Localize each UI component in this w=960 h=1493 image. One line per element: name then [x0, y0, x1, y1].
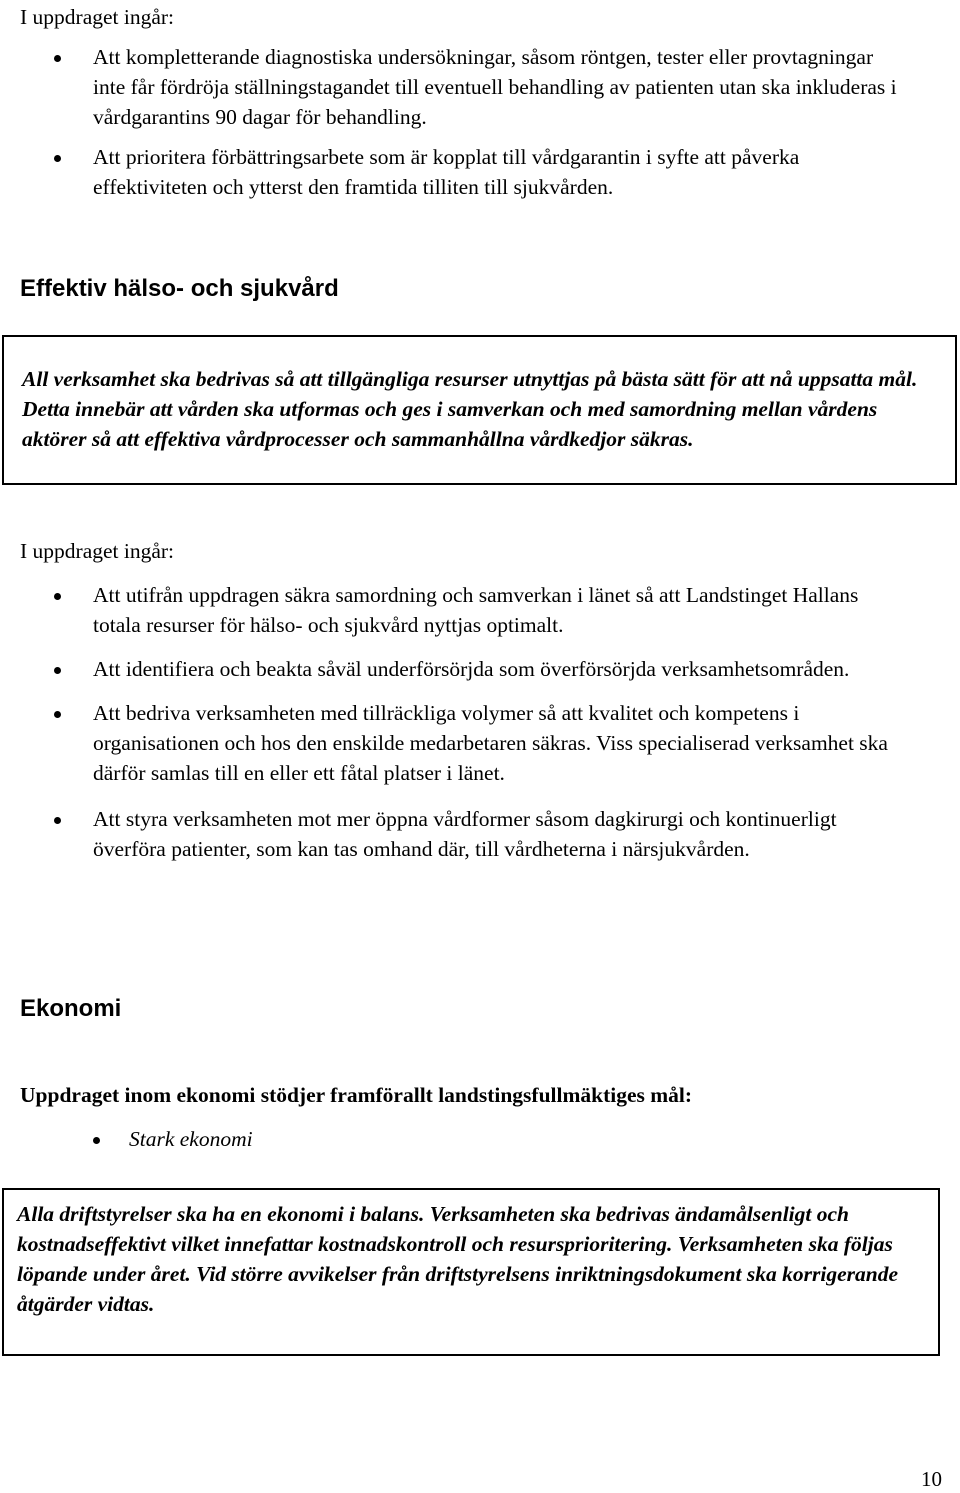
- principle-text: All verksamhet ska bedrivas så att tillgängliga resurser utnyttjas på bästa sätt för att nå uppsatta mål. Detta innebär att vården ska utformas och ges i samverkan och med samordning mellan vårdens aktörer så att effektiva vårdprocesser och sammanhållna vårdkedjor säkras.: [22, 367, 918, 451]
- list-item-text: Att prioritera förbättringsarbete som är kopplat till vårdgarantin i syfte att påverka effektiviteten och ytterst den framtida tilliten till sjukvården.: [93, 145, 800, 199]
- list-item-text: Att identifiera och beakta såväl underförsörjda som överförsörjda verksamhetsområden.: [93, 657, 850, 681]
- bullet-icon: [54, 55, 61, 62]
- list-item: [0, 42, 908, 132]
- list-item: [0, 1124, 944, 1154]
- section2-bullet-list: [0, 580, 908, 864]
- list-item: [0, 142, 908, 202]
- list-item-text: Att bedriva verksamheten med tillräckliga volymer så att kvalitet och kompetens i organisationen och hos den enskilde medarbetaren säkras. Viss specialiserad verksamhet ska därför samlas till en eller ett fåtal platser i länet.: [93, 701, 888, 785]
- bullet-icon: [54, 817, 61, 824]
- section2-intro: I uppdraget ingår:: [20, 539, 175, 563]
- list-item: [0, 580, 908, 640]
- list-item: [0, 804, 908, 864]
- bullet-icon: [54, 593, 61, 600]
- list-item-text: Att utifrån uppdragen säkra samordning och samverkan i länet så att Landstinget Hallans totala resurser för hälso- och sjukvård nyttjas optimalt.: [93, 583, 859, 637]
- goal-text: Stark ekonomi: [129, 1127, 253, 1151]
- page-number: 10: [921, 1467, 942, 1491]
- bullet-icon: [54, 667, 61, 674]
- ekonomi-goal-list: [0, 1124, 944, 1154]
- section-heading-ekonomi: Ekonomi: [20, 995, 122, 1022]
- section-heading-effektiv: Effektiv hälso- och sjukvård: [20, 275, 339, 302]
- list-item-text: Att kompletterande diagnostiska undersökningar, såsom röntgen, tester eller provtagningar inte får fördröja ställningstagandet till eventuell behandling av patienten utan ska inkluderas i vårdgarantins 90 dagar för behandling.: [93, 45, 897, 129]
- bullet-icon: [93, 1137, 100, 1144]
- principle-text: Alla driftstyrelser ska ha en ekonomi i balans. Verksamheten ska bedrivas ändamålsenligt och kostnadseffektivt vilket innefattar kostnadskontroll och resursprioritering. Verksamheten ska följas löpande under året. Vid större avvikelser från driftstyrelsens inriktningsdokument ska korrigerande åtgärder vidtas.: [17, 1202, 898, 1316]
- section1-intro: I uppdraget ingår:: [20, 5, 175, 29]
- list-item: [0, 698, 908, 788]
- bullet-icon: [54, 155, 61, 162]
- ekonomi-subheading: Uppdraget inom ekonomi stödjer framförallt landstingsfullmäktiges mål:: [20, 1083, 693, 1107]
- principle-box-effektiv: [2, 335, 957, 485]
- list-item-text: Att styra verksamheten mot mer öppna vårdformer såsom dagkirurgi och kontinuerligt överföra patienter, som kan tas omhand där, till vårdheterna i närsjukvården.: [93, 807, 837, 861]
- section1-bullet-list: [0, 42, 908, 202]
- principle-box-ekonomi: [2, 1188, 940, 1356]
- bullet-icon: [54, 711, 61, 718]
- list-item: [0, 654, 908, 684]
